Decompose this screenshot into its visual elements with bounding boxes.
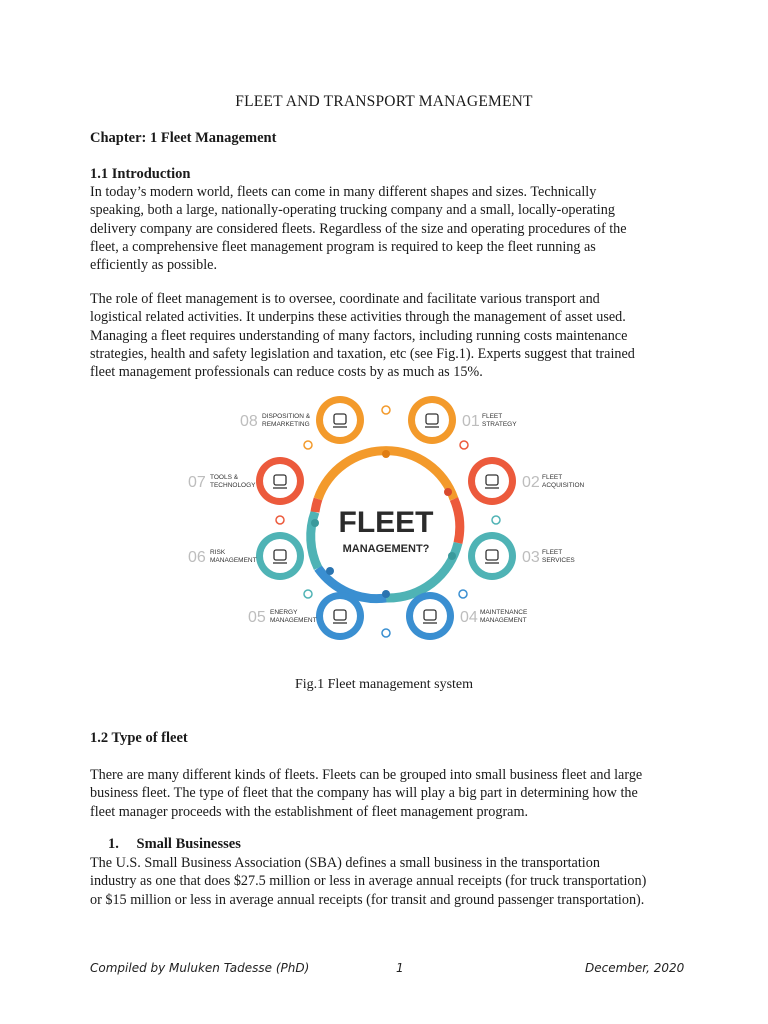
connector-dot — [492, 516, 500, 524]
text-line: speaking, both a large, nationally-operating trucking company and a small, locally-operating — [90, 202, 615, 219]
fleet-item-08 — [240, 396, 364, 444]
item-inner-circle — [263, 464, 297, 498]
item-label-line2: MANAGEMENT — [210, 557, 257, 564]
text-line: fleet manager proceeds with the establishment of fleet management program. — [90, 803, 529, 820]
text-line: or $15 million or less in average annual receipts (for transit and ground passenger transportation). — [90, 891, 645, 908]
connector-dot — [304, 441, 312, 449]
item-number: 05 — [248, 609, 266, 626]
text-line: There are many different kinds of fleets. Fleets can be grouped into small business fleet and large — [90, 767, 643, 783]
item-number: 04 — [460, 609, 478, 626]
text-line: strategies, health and safety legislation and taxation, etc (see Fig.1). Experts suggest that trained — [90, 345, 635, 362]
center-subtitle: MANAGEMENT? — [342, 543, 430, 555]
item-inner-circle — [413, 599, 447, 633]
item-label-line1: DISPOSITION & — [262, 413, 311, 420]
type-of-fleet-paragraph — [90, 766, 690, 821]
item-number: 03 — [522, 549, 540, 566]
item-label-line2: STRATEGY — [482, 421, 517, 428]
item-label-line2: MANAGEMENT — [270, 617, 317, 624]
item-inner-circle — [475, 464, 509, 498]
list-title: Small Businesses — [136, 836, 241, 852]
text-line: business fleet. The type of fleet that the company has will play a big part in determining how the — [90, 785, 638, 802]
item-number: 07 — [188, 474, 206, 491]
footer-page-number: 1 — [396, 961, 404, 975]
item-inner-circle — [263, 539, 297, 573]
item-number: 08 — [240, 413, 258, 430]
text-line: industry as one that does $27.5 million or less in average annual receipts (for truck transportation) — [90, 873, 647, 890]
small-business-paragraph — [90, 854, 690, 909]
intro-paragraph-1 — [90, 183, 690, 274]
item-inner-circle — [323, 599, 357, 633]
item-label-line2: MANAGEMENT — [480, 617, 527, 624]
connector-dot — [382, 406, 390, 414]
item-number: 01 — [462, 413, 480, 430]
list-number: 1. — [108, 836, 119, 852]
connector-dot — [459, 590, 467, 598]
connector-dot — [304, 590, 312, 598]
fleet-item-03 — [468, 532, 575, 580]
fleet-item-07 — [188, 457, 304, 505]
item-label-line1: TOOLS & — [210, 474, 239, 481]
center-title: FLEET — [338, 506, 434, 539]
item-inner-circle — [475, 539, 509, 573]
text-line: delivery company are considered fleets. Regardless of the size and operating procedures of the — [90, 220, 627, 237]
page-title: FLEET AND TRANSPORT MANAGEMENT — [235, 93, 533, 110]
item-number: 02 — [522, 474, 540, 491]
item-label-line1: FLEET — [542, 474, 563, 481]
item-label-line1: FLEET — [542, 549, 563, 556]
figure-caption: Fig.1 Fleet management system — [294, 677, 474, 692]
item-label-line1: RISK — [210, 549, 226, 556]
item-label-line1: FLEET — [482, 413, 503, 420]
fleet-item-02 — [468, 457, 585, 505]
fleet-item-01 — [408, 396, 517, 444]
text-line: In today’s modern world, fleets can come in many different shapes and sizes. Technically — [90, 184, 597, 200]
item-label-line2: REMARKETING — [262, 421, 310, 428]
item-label-line1: ENERGY — [270, 609, 298, 616]
text-line: logistical related activities. It underpins these activities through the management of asset used. — [90, 309, 626, 326]
item-label-line2: ACQUISITION — [542, 482, 585, 489]
footer-date: December, 2020 — [585, 961, 685, 975]
chapter-heading: Chapter: 1 Fleet Management — [90, 130, 277, 146]
item-label-line1: MAINTENANCE — [480, 609, 528, 616]
item-label-line2: SERVICES — [542, 557, 575, 564]
intro-paragraph-2 — [90, 290, 690, 381]
connector-dot — [382, 629, 390, 637]
item-inner-circle — [323, 403, 357, 437]
text-line: efficiently as possible. — [90, 257, 218, 274]
item-label-line2: TECHNOLOGY — [210, 482, 256, 489]
text-line: The U.S. Small Business Association (SBA) defines a small business in the transportation — [90, 855, 600, 871]
section-heading-type-of-fleet: 1.2 Type of fleet — [90, 730, 188, 746]
section-heading-introduction: 1.1 Introduction — [90, 166, 191, 182]
text-line: Managing a fleet requires understanding of many factors, including running costs maintenance — [90, 327, 628, 344]
fleet-management-diagram — [160, 388, 610, 668]
connector-dot — [276, 516, 284, 524]
connector-dot — [460, 441, 468, 449]
text-line: fleet management professionals can reduce costs by as much as 15%. — [90, 364, 483, 381]
item-number: 06 — [188, 549, 206, 566]
text-line: The role of fleet management is to oversee, coordinate and facilitate various transport and — [90, 291, 600, 307]
text-line: fleet, a comprehensive fleet management program is required to keep the fleet running as — [90, 238, 596, 255]
item-inner-circle — [415, 403, 449, 437]
list-item-heading — [108, 836, 241, 853]
footer-author: Compiled by Muluken Tadesse (PhD) — [90, 961, 310, 975]
fleet-item-05 — [248, 592, 364, 640]
fleet-item-04 — [406, 592, 528, 640]
fleet-item-06 — [188, 532, 304, 580]
